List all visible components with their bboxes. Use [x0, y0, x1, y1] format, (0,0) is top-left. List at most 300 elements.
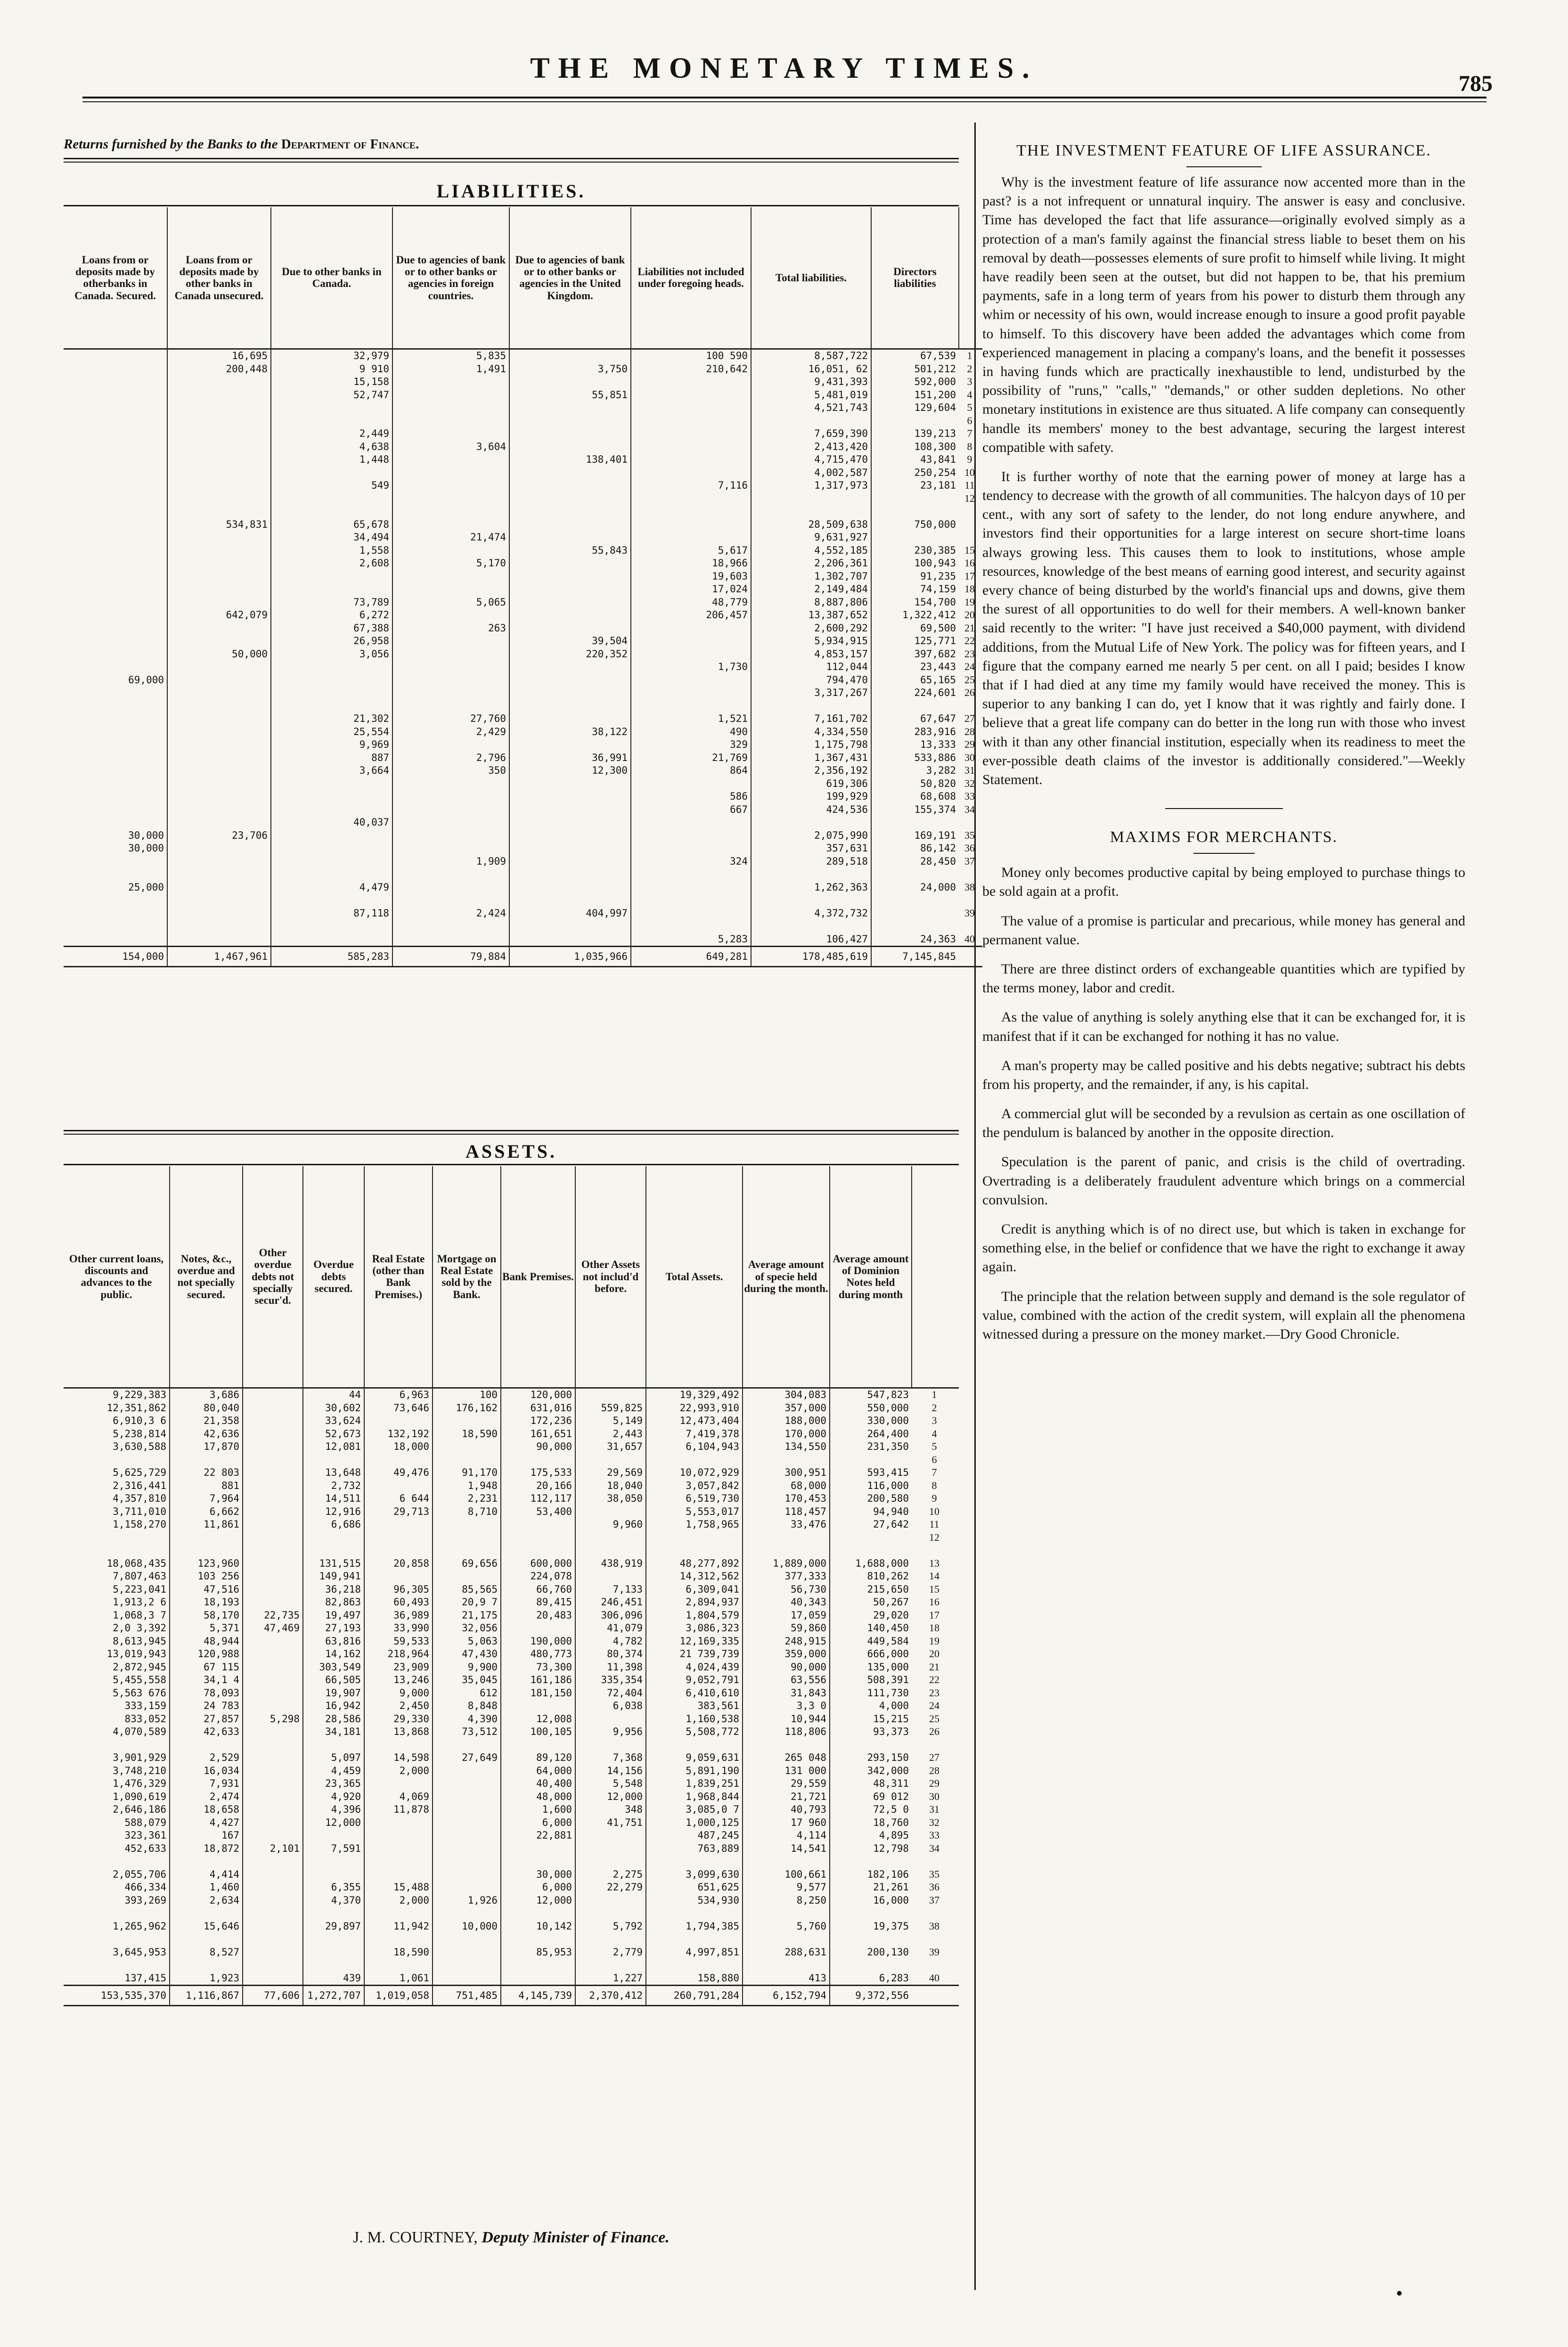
table-cell: 833,052 — [124, 1713, 166, 1725]
table-row — [64, 544, 982, 557]
table-cell — [364, 1829, 433, 1842]
table-cell — [646, 1453, 743, 1466]
table-cell: 29,020 — [830, 1609, 912, 1622]
table-cell — [243, 1686, 303, 1700]
total-cell: 1,272,707 — [303, 1985, 364, 2005]
table-cell: 123,960 — [170, 1557, 243, 1570]
signature-line — [64, 2229, 959, 2247]
table-cell: 21,302 — [271, 712, 392, 726]
table-cell — [170, 1544, 243, 1557]
table-cell — [509, 531, 631, 544]
table-cell: 2,634 — [170, 1894, 243, 1907]
row-number: 38 — [964, 881, 975, 893]
row-number: 34 — [964, 803, 975, 815]
table-cell — [575, 1570, 646, 1583]
article-investment-title: THE INVESTMENT FEATURE OF LIFE ASSURANCE. — [1016, 142, 1431, 159]
table-cell — [433, 1518, 501, 1531]
table-cell — [364, 1453, 433, 1466]
table-cell — [743, 1453, 830, 1466]
table-cell: 2,316,441 — [113, 1480, 166, 1491]
table-cell: 69 012 — [830, 1790, 912, 1803]
table-cell: 5,508,772 — [646, 1725, 743, 1739]
table-cell: 10,944 — [743, 1712, 830, 1725]
table-row — [64, 1712, 959, 1725]
table-cell: 8,887,806 — [751, 596, 871, 609]
table-cell — [575, 1712, 646, 1725]
table-cell: 22,881 — [501, 1829, 575, 1842]
table-cell: 11,861 — [170, 1518, 243, 1531]
table-cell: 23,365 — [303, 1777, 364, 1791]
table-row — [64, 1907, 959, 1920]
table-cell: 6,662 — [170, 1505, 243, 1518]
table-cell — [433, 1907, 501, 1920]
masthead-title: THE MONETARY TIMES. — [530, 52, 1038, 84]
caption-rule-thin — [64, 162, 959, 163]
table-cell — [64, 505, 167, 518]
row-number: 26 — [964, 687, 975, 699]
table-cell: 1,317,973 — [751, 479, 871, 492]
table-cell: 210,642 — [631, 362, 751, 376]
table-cell: 50,820 — [871, 777, 959, 790]
table-cell: 263 — [392, 622, 509, 635]
table-row — [64, 1401, 959, 1415]
table-row — [64, 453, 982, 466]
table-cell — [392, 376, 509, 389]
table-cell — [64, 427, 167, 441]
table-cell: 72,5 0 — [830, 1803, 912, 1816]
table-cell — [392, 505, 509, 518]
table-cell: 5,170 — [392, 557, 509, 570]
table-cell: 4,427 — [170, 1816, 243, 1829]
table-cell: 25,000 — [128, 881, 164, 893]
row-number: 14 — [929, 1570, 939, 1582]
row-number: 5 — [967, 401, 972, 414]
table-cell: 200,130 — [830, 1946, 912, 1959]
table-cell — [631, 440, 751, 453]
table-cell — [271, 583, 392, 596]
table-cell: 4,390 — [433, 1712, 501, 1725]
table-cell: 6,963 — [364, 1388, 433, 1401]
table-cell — [271, 661, 392, 674]
column-header: Loans from or deposits made by other banks in Canada unsecured. — [167, 207, 271, 349]
table-cell: 6,309,041 — [646, 1583, 743, 1596]
table-cell: 1,460 — [170, 1881, 243, 1894]
table-cell — [392, 583, 509, 596]
table-cell — [364, 1544, 433, 1557]
table-cell — [64, 518, 167, 531]
table-cell — [751, 414, 871, 427]
table-cell — [271, 401, 392, 415]
table-cell: 12,000 — [303, 1816, 364, 1829]
table-row — [64, 388, 982, 401]
table-cell: 4,414 — [170, 1868, 243, 1881]
table-cell — [167, 492, 271, 505]
table-cell: 231,350 — [830, 1440, 912, 1454]
table-row — [64, 1959, 959, 1972]
table-cell: 80,040 — [170, 1401, 243, 1415]
table-cell: 13,246 — [364, 1674, 433, 1687]
table-cell: 4,370 — [303, 1894, 364, 1907]
table-cell: 17,870 — [170, 1440, 243, 1454]
row-number: 23 — [964, 647, 975, 660]
table-cell — [509, 622, 631, 635]
liabilities-title-rule — [64, 205, 959, 206]
table-cell: 112,117 — [501, 1492, 575, 1505]
table-cell: 5,149 — [575, 1415, 646, 1428]
table-cell: 66,505 — [303, 1674, 364, 1687]
table-row — [64, 1920, 959, 1933]
table-cell: 27,857 — [170, 1712, 243, 1725]
table-cell: 18,658 — [170, 1803, 243, 1816]
table-cell: 137,415 — [124, 1972, 166, 1984]
table-row — [64, 1764, 959, 1777]
total-cell: 154,000 — [64, 946, 167, 966]
table-row — [64, 1971, 959, 1985]
table-cell: 118,806 — [743, 1725, 830, 1739]
table-cell: 452,633 — [124, 1842, 166, 1854]
table-cell: 22,993,910 — [646, 1401, 743, 1415]
article-title-rule — [1193, 853, 1255, 854]
table-cell — [751, 699, 871, 712]
table-cell: 59,860 — [743, 1622, 830, 1635]
table-cell: 2,474 — [170, 1790, 243, 1803]
table-cell — [631, 842, 751, 855]
table-cell: 342,000 — [830, 1764, 912, 1777]
table-cell: 19,497 — [303, 1609, 364, 1622]
table-cell: 48,000 — [501, 1790, 575, 1803]
column-header: Directors liabilities — [871, 207, 959, 349]
table-cell — [364, 1842, 433, 1855]
table-cell — [509, 414, 631, 427]
table-cell: 67,539 — [871, 349, 959, 362]
row-number: 32 — [964, 777, 975, 789]
table-cell: 14,162 — [303, 1648, 364, 1661]
table-cell: 4,396 — [303, 1803, 364, 1816]
table-row — [64, 1505, 959, 1518]
table-cell — [433, 1764, 501, 1777]
table-cell: 23,909 — [364, 1660, 433, 1674]
table-cell: 40,400 — [501, 1777, 575, 1791]
table-cell — [364, 1479, 433, 1492]
table-cell — [170, 1959, 243, 1972]
table-cell — [64, 1544, 170, 1557]
table-cell: 18,872 — [170, 1842, 243, 1855]
table-cell: 40,037 — [271, 816, 392, 829]
table-cell: 20,483 — [501, 1609, 575, 1622]
table-cell: 9,956 — [575, 1725, 646, 1739]
table-cell: 4,638 — [271, 440, 392, 453]
table-row — [64, 596, 982, 609]
table-cell: 111,730 — [830, 1686, 912, 1700]
table-cell: 864 — [631, 764, 751, 777]
table-row — [64, 829, 982, 842]
table-cell — [509, 583, 631, 596]
totals-row — [64, 1985, 959, 2005]
table-cell: 140,450 — [830, 1622, 912, 1635]
row-number: 16 — [929, 1596, 939, 1608]
table-cell — [392, 492, 509, 505]
table-row — [64, 1583, 959, 1596]
table-row — [64, 751, 982, 764]
table-cell — [631, 466, 751, 479]
table-cell: 3,085,0 7 — [646, 1803, 743, 1816]
table-cell — [501, 1933, 575, 1946]
table-cell: 534,831 — [167, 518, 271, 531]
section-divider — [64, 1130, 959, 1131]
table-cell: 763,889 — [646, 1842, 743, 1855]
table-cell — [167, 557, 271, 570]
table-cell — [64, 1453, 170, 1466]
table-cell: 13,868 — [364, 1725, 433, 1739]
column-header: Average amount of specie held during the month. — [743, 1166, 830, 1388]
table-row — [64, 531, 982, 544]
table-cell: 404,997 — [509, 907, 631, 920]
table-row — [64, 803, 982, 816]
table-cell — [271, 842, 392, 855]
table-cell: 161,651 — [501, 1427, 575, 1440]
table-cell: 32,056 — [433, 1622, 501, 1635]
table-cell — [871, 920, 959, 933]
table-cell: 12,169,335 — [646, 1635, 743, 1648]
table-cell: 593,415 — [830, 1466, 912, 1480]
table-cell: 19,329,492 — [646, 1388, 743, 1401]
table-cell: 33,476 — [743, 1518, 830, 1531]
table-cell: 35,045 — [433, 1674, 501, 1687]
table-cell — [243, 1907, 303, 1920]
table-cell — [64, 492, 167, 505]
table-cell — [271, 894, 392, 907]
table-cell — [509, 790, 631, 803]
table-cell — [509, 777, 631, 790]
table-cell: 3,3 0 — [743, 1700, 830, 1713]
table-cell: 28,450 — [871, 855, 959, 868]
table-cell — [392, 609, 509, 622]
table-cell — [167, 790, 271, 803]
table-cell — [433, 1842, 501, 1855]
row-number — [959, 920, 982, 933]
column-header: Liabilities not included under foregoing heads. — [631, 207, 751, 349]
table-cell: 14,511 — [303, 1492, 364, 1505]
table-cell: 283,916 — [871, 725, 959, 738]
table-cell — [167, 881, 271, 894]
table-cell — [364, 1518, 433, 1531]
table-cell: 100 590 — [631, 349, 751, 362]
table-row — [64, 376, 982, 389]
table-cell: 4,334,550 — [751, 725, 871, 738]
table-cell — [392, 829, 509, 842]
table-cell: 39,504 — [509, 635, 631, 648]
table-cell: 65,678 — [271, 518, 392, 531]
table-cell: 2,529 — [170, 1751, 243, 1765]
table-cell — [64, 777, 167, 790]
table-cell — [509, 894, 631, 907]
table-cell: 175,533 — [501, 1466, 575, 1480]
table-row — [64, 1635, 959, 1648]
table-cell — [167, 570, 271, 583]
table-cell: 16,051, 62 — [751, 362, 871, 376]
table-cell — [631, 492, 751, 505]
table-row — [64, 1518, 959, 1531]
table-cell — [751, 816, 871, 829]
maxim-paragraph: A man's property may be called positive and his debts negative; subtract his debts from his property, and the remainder, if any, is his capital. — [982, 1057, 1465, 1092]
table-cell: 306,096 — [575, 1609, 646, 1622]
table-cell — [392, 427, 509, 441]
column-header: Other Assets not includ'd before. — [575, 1166, 646, 1388]
row-number: 2 — [931, 1401, 937, 1414]
table-cell: 41,079 — [575, 1622, 646, 1635]
table-cell: 73,789 — [271, 596, 392, 609]
table-cell — [64, 687, 167, 700]
table-cell — [271, 790, 392, 803]
table-cell: 182,106 — [830, 1868, 912, 1881]
table-cell: 335,354 — [575, 1674, 646, 1687]
table-cell — [743, 1855, 830, 1868]
table-cell — [303, 1829, 364, 1842]
table-cell: 8,613,945 — [113, 1635, 166, 1647]
table-cell: 12,081 — [303, 1440, 364, 1454]
table-cell: 393,269 — [124, 1894, 166, 1906]
table-cell — [509, 829, 631, 842]
row-number: 16 — [964, 557, 975, 569]
table-cell: 4,920 — [303, 1790, 364, 1803]
table-cell: 66,760 — [501, 1583, 575, 1596]
table-cell — [631, 816, 751, 829]
row-number: 30 — [929, 1790, 939, 1802]
table-cell — [167, 894, 271, 907]
assets-title: ASSETS. — [466, 1141, 557, 1162]
table-cell: 13,019,943 — [106, 1648, 166, 1660]
table-cell — [830, 1738, 912, 1751]
table-cell: 293,150 — [830, 1751, 912, 1765]
table-cell — [509, 557, 631, 570]
table-cell — [64, 661, 167, 674]
row-number: 21 — [964, 622, 975, 634]
table-cell: 2,275 — [575, 1868, 646, 1881]
table-cell: 5,934,915 — [751, 635, 871, 648]
table-cell: 7,807,463 — [113, 1570, 166, 1582]
table-cell: 134,550 — [743, 1440, 830, 1454]
table-cell: 6 644 — [364, 1492, 433, 1505]
row-number — [912, 1544, 959, 1557]
table-cell — [64, 1855, 170, 1868]
table-cell — [64, 1531, 170, 1544]
table-cell: 17,059 — [743, 1609, 830, 1622]
column-header: Real Estate (other than Bank Premises.) — [364, 1166, 433, 1388]
table-cell: 2,796 — [392, 751, 509, 764]
table-cell — [509, 596, 631, 609]
table-cell — [271, 829, 392, 842]
table-cell: 6,038 — [575, 1700, 646, 1713]
table-cell — [392, 414, 509, 427]
table-cell: 9,052,791 — [646, 1674, 743, 1687]
table-cell: 18,193 — [170, 1596, 243, 1609]
row-number: 10 — [929, 1505, 939, 1517]
table-cell — [509, 376, 631, 389]
table-cell — [509, 920, 631, 933]
table-cell: 73,512 — [433, 1725, 501, 1739]
table-row — [64, 920, 982, 933]
table-cell: 42,636 — [170, 1427, 243, 1440]
table-cell: 68,000 — [743, 1479, 830, 1492]
table-cell: 96,305 — [364, 1583, 433, 1596]
article-investment — [982, 141, 1465, 1354]
table-cell — [64, 647, 167, 661]
row-number: 9 — [967, 453, 972, 466]
table-cell — [170, 1453, 243, 1466]
table-cell — [646, 1907, 743, 1920]
maxim-paragraph: Speculation is the parent of panic, and crisis is the child of overtrading. Overtrading is a deliberately fraudulent adventure which brings on a commercial convulsion. — [982, 1154, 1465, 1208]
row-number: 6 — [967, 414, 972, 426]
table-cell: 59,533 — [364, 1635, 433, 1648]
table-cell: 89,415 — [501, 1596, 575, 1609]
table-cell: 5,835 — [392, 349, 509, 362]
table-cell: 1,090,619 — [113, 1791, 166, 1802]
table-cell: 5,238,814 — [113, 1428, 166, 1439]
table-cell: 5,548 — [575, 1777, 646, 1791]
table-cell: 5,283 — [631, 932, 751, 946]
total-cell: 1,116,867 — [170, 1985, 243, 2005]
table-row — [64, 1479, 959, 1492]
table-cell — [64, 531, 167, 544]
table-row — [64, 1855, 959, 1868]
table-cell: 10,142 — [501, 1920, 575, 1933]
table-cell: 3,630,588 — [113, 1441, 166, 1453]
table-cell — [167, 388, 271, 401]
table-cell: 9,431,393 — [751, 376, 871, 389]
table-cell — [303, 1531, 364, 1544]
table-cell: 38,050 — [575, 1492, 646, 1505]
row-number: 26 — [929, 1725, 939, 1738]
row-number: 29 — [964, 738, 975, 751]
table-cell: 6,104,943 — [646, 1440, 743, 1454]
table-row — [64, 855, 982, 868]
table-cell — [433, 1453, 501, 1466]
table-cell: 2,872,945 — [113, 1661, 166, 1673]
table-cell — [433, 1570, 501, 1583]
table-row — [64, 518, 982, 531]
row-number: 40 — [964, 932, 975, 945]
table-cell: 18,000 — [364, 1440, 433, 1454]
table-cell: 3,604 — [392, 440, 509, 453]
table-row — [64, 440, 982, 453]
table-cell — [631, 518, 751, 531]
row-number — [959, 868, 982, 881]
table-cell: 438,919 — [575, 1557, 646, 1570]
table-cell: 230,385 — [871, 544, 959, 557]
table-cell: 40,793 — [743, 1803, 830, 1816]
table-cell — [631, 894, 751, 907]
table-cell — [830, 1531, 912, 1544]
total-cell: 7,145,845 — [871, 946, 959, 966]
table-cell — [64, 570, 167, 583]
table-cell — [64, 699, 167, 712]
table-cell: 5,063 — [433, 1635, 501, 1648]
table-cell — [64, 790, 167, 803]
table-cell — [646, 1933, 743, 1946]
table-cell: 12,351,862 — [106, 1402, 166, 1414]
table-cell — [243, 1466, 303, 1480]
table-cell: 6,410,610 — [646, 1686, 743, 1700]
table-cell: 14,312,562 — [646, 1570, 743, 1583]
table-cell: 17,024 — [631, 583, 751, 596]
table-cell: 1,302,707 — [751, 570, 871, 583]
row-number: 17 — [929, 1609, 939, 1621]
table-cell — [830, 1933, 912, 1946]
row-number: 8 — [931, 1479, 937, 1491]
table-cell: 5,792 — [575, 1920, 646, 1933]
row-number: 20 — [929, 1648, 939, 1660]
table-cell — [271, 570, 392, 583]
